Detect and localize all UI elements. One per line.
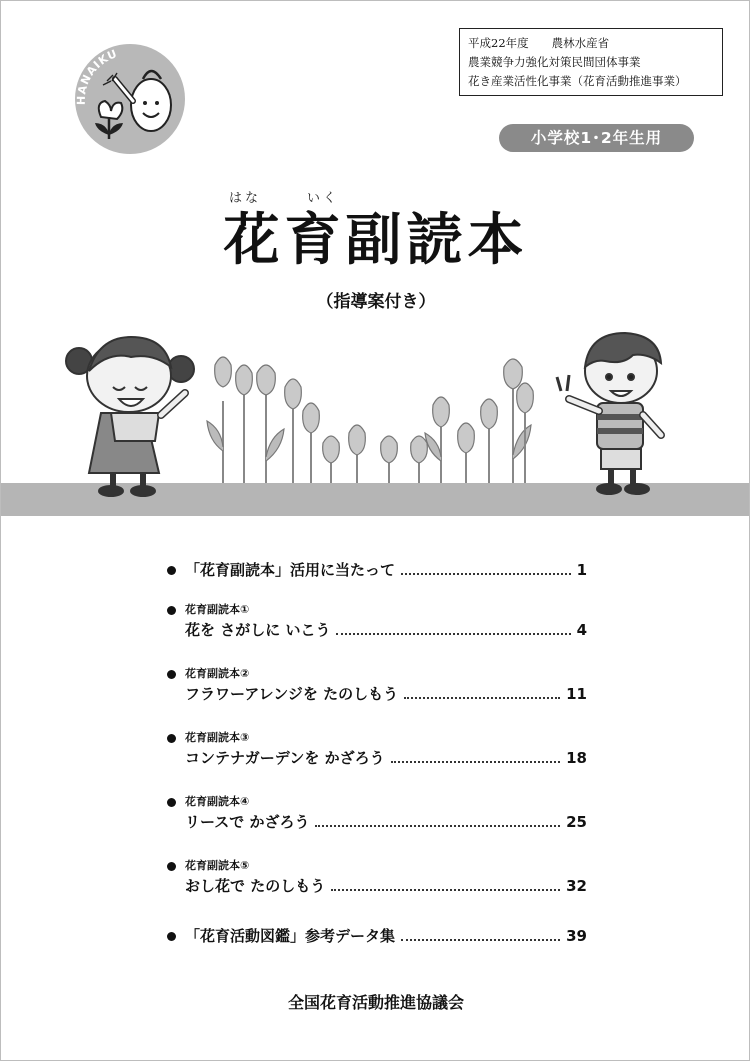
- bullet-icon: [167, 566, 176, 575]
- toc-entry-label: 「花育活動図鑑」参考データ集: [185, 927, 396, 945]
- sponsor-box: [459, 28, 723, 96]
- title-ruby-hana: はな: [229, 191, 262, 206]
- toc-entry-label: フラワーアレンジを たのしもう: [185, 685, 399, 703]
- toc-entry-page: 32: [566, 877, 587, 895]
- leader-dots: [315, 811, 560, 827]
- toc-entry[interactable]: [167, 558, 587, 582]
- organization-name: 全国花育活動推進協議会: [287, 993, 464, 1012]
- toc-entry-page: 1: [576, 561, 587, 579]
- toc-entry-page: 18: [566, 749, 587, 767]
- page-title: 花育副読本: [223, 208, 529, 273]
- leader-dots: [401, 925, 560, 941]
- hanaiku-logo: [71, 43, 189, 155]
- watering-can-and-flower-logo-icon: [71, 43, 189, 155]
- toc-entry-page: 25: [566, 813, 587, 831]
- toc-entry-label: おし花で たのしもう: [185, 877, 326, 895]
- toc-entry[interactable]: [167, 602, 587, 642]
- toc-entry[interactable]: [167, 924, 587, 948]
- toc-entry[interactable]: [167, 730, 587, 770]
- toc-entry[interactable]: [167, 666, 587, 706]
- leader-dots: [404, 683, 560, 699]
- page-subtitle: （指導案付き）: [316, 292, 436, 312]
- bullet-icon: [167, 798, 176, 807]
- toc-entry-series: 花育副読本⑤: [185, 859, 250, 872]
- sponsor-line: 農業競争力強化対策民間団体事業: [468, 55, 641, 69]
- children-and-tulips-illustration-icon: [1, 331, 750, 516]
- toc-entry-series: 花育副読本①: [185, 603, 250, 616]
- leader-dots: [336, 619, 570, 635]
- toc-entry[interactable]: [167, 794, 587, 834]
- toc-entry-page: 11: [566, 685, 587, 703]
- grade-badge: 小学校1･2年生用: [499, 124, 694, 152]
- leader-dots: [331, 875, 560, 891]
- bullet-icon: [167, 932, 176, 941]
- bullet-icon: [167, 862, 176, 871]
- sponsor-line: 花き産業活性化事業（花育活動推進事業）: [468, 74, 687, 88]
- toc-entry-label: コンテナガーデンを かざろう: [185, 749, 385, 767]
- leader-dots: [401, 559, 571, 575]
- logo-arc-text: HANAIKU: [74, 46, 120, 106]
- toc-entry-label: リースで かざろう: [185, 813, 310, 831]
- toc-entry-page: 39: [566, 927, 587, 945]
- toc-entry-series: 花育副読本③: [185, 731, 250, 744]
- toc-entry[interactable]: [167, 858, 587, 898]
- title-ruby-iku: いく: [307, 191, 340, 206]
- bullet-icon: [167, 670, 176, 679]
- toc-entry-page: 4: [576, 621, 587, 639]
- leader-dots: [391, 747, 561, 763]
- bullet-icon: [167, 606, 176, 615]
- toc-entry-series: 花育副読本②: [185, 667, 250, 680]
- bullet-icon: [167, 734, 176, 743]
- toc-entry-series: 花育副読本④: [185, 795, 250, 808]
- toc-entry-label: 「花育副読本」活用に当たって: [185, 561, 396, 579]
- sponsor-line: 平成22年度 農林水産省: [468, 36, 610, 50]
- toc-entry-label: 花を さがしに いこう: [185, 621, 331, 639]
